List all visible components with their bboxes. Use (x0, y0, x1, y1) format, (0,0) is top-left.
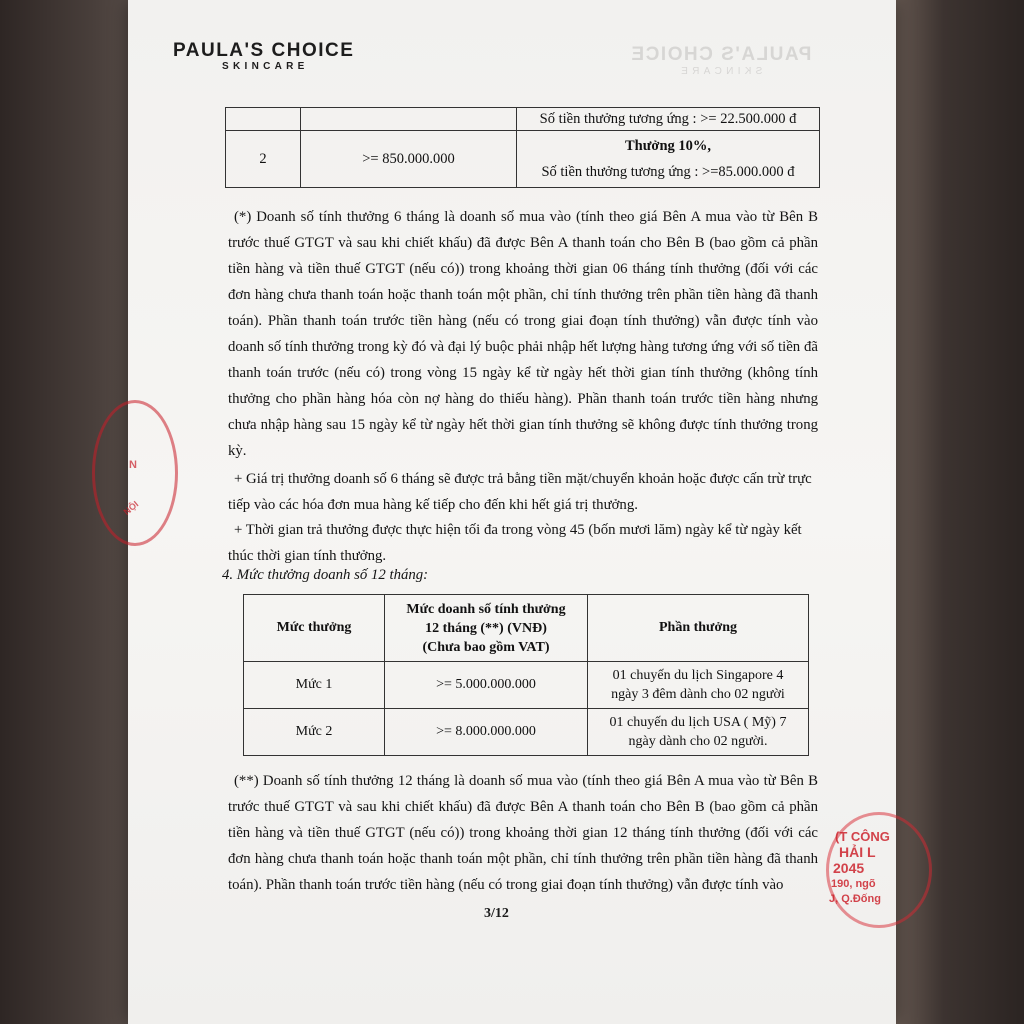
header-sales-line2: 12 tháng (**) (VNĐ) (425, 620, 547, 636)
reward-line1: 01 chuyến du lịch Singapore 4 (612, 668, 784, 684)
sales-cell: >= 5.000.000.000 (385, 662, 588, 709)
stamp-line: 2045 (833, 860, 865, 876)
brand-logo (173, 40, 354, 72)
header-level: Mức thưởng (244, 595, 385, 662)
table-header-row (244, 595, 809, 662)
reward-percent: Thưởng 10%, (624, 138, 712, 154)
table-cell: Số tiền thưởng tương ứng : >= 22.500.000 đ (517, 108, 820, 131)
note-12-months: (**) Doanh số tính thưởng 12 tháng là doanh số mua vào (tính theo giá Bên A mua vào từ Bên B trước thuế GTGT và sau khi chiết khấu) đã được Bên A thanh toán cho Bên B (bao gồm cả phần tiền hàng và tiền thuế GTGT (nếu có)) trong khoảng thời gian 12 tháng tính thưởng (đối với các đơn hàng chưa thanh toán hoặc thanh toán một phần, chỉ tính thưởng trên phần tiền hàng đã thanh toán). Phần thanh toán trước tiền hàng (nếu có trong giai đoạn tính thưởng) vẫn được tính vào (228, 773, 818, 893)
header-reward: Phần thưởng (588, 595, 809, 662)
table-row (226, 131, 820, 188)
stamp-left-text: NỘI (121, 499, 141, 517)
header-sales (385, 595, 588, 662)
header-sales-line1: Mức doanh số tính thưởng (406, 601, 566, 617)
stamp-left (92, 400, 178, 546)
reward-line1: 01 chuyến du lịch USA ( Mỹ) 7 (609, 715, 787, 731)
bullet-payment-method: + Giá trị thưởng doanh số 6 tháng sẽ được trả bằng tiền mặt/chuyển khoản hoặc được cấn trừ trực tiếp vào các hóa đơn mua hàng kế tiếp cho đến khi hết giá trị thưởng. (228, 471, 812, 513)
stamp-line: (T CÔNG (835, 829, 890, 844)
reward-cell (517, 131, 820, 188)
note-6-months: (*) Doanh số tính thưởng 6 tháng là doanh số mua vào (tính theo giá Bên A mua vào từ Bên B trước thuế GTGT và sau khi chiết khấu) đã được Bên A thanh toán cho Bên B (bao gồm cả phần tiền hàng và tiền thuế GTGT (nếu có)) trong khoảng thời gian 06 tháng tính thưởng (đối với các đơn hàng chưa thanh toán hoặc thanh toán một phần, chỉ tính thưởng trên phần tiền hàng đã thanh toán). Phần thanh toán trước tiền hàng (nếu có trong giai đoạn tính thưởng) vẫn được tính vào doanh số tính thưởng trong kỳ đó và đại lý buộc phải nhập hết lượng hàng tương ứng với số tiền đã thanh toán trước (nếu có) trong vòng 15 ngày kể từ ngày hết thời gian tính thưởng (không tính thưởng cho phần hàng hóa còn nợ hàng do thiếu hàng). Phần thanh toán trước tiền hàng nhưng chưa nhập hàng sau 15 ngày kể từ ngày hết thời gian tính thưởng sẽ không được tính thưởng trong kỳ. (228, 209, 818, 459)
reward-line2: ngày dành cho 02 người. (628, 734, 768, 750)
ghost-logo-reverse (630, 44, 811, 77)
sales-cell: >= 850.000.000 (301, 131, 517, 188)
brand-name: PAULA'S CHOICE (173, 40, 355, 61)
reward-table-6m-tail (225, 107, 820, 188)
level-cell: 2 (226, 131, 301, 188)
bullet-payment-time: + Thời gian trả thưởng được thực hiện tối đa trong vòng 45 (bốn mươi lăm) ngày kể từ ngày kết thúc thời gian tính thưởng. (228, 522, 802, 564)
table-cell (226, 108, 301, 131)
level-cell: Mức 1 (244, 662, 385, 709)
stamp-line: 190, ngõ (831, 878, 876, 890)
stamp-line: HẢI L (839, 844, 876, 860)
section-4-title: 4. Mức thưởng doanh số 12 tháng: (222, 567, 429, 583)
sales-cell: >= 8.000.000.000 (385, 709, 588, 756)
table-cell (301, 108, 517, 131)
page-number: 3/12 (484, 906, 509, 921)
ghost-brand: PAULA'S CHOICE (630, 44, 812, 65)
company-stamp (826, 812, 932, 928)
header-sales-line3: (Chưa bao gồm VAT) (422, 639, 550, 655)
level-cell: Mức 2 (244, 709, 385, 756)
table-row (244, 709, 809, 756)
stamp-line: J, Q.Đống (829, 893, 881, 905)
reward-line2: ngày 3 đêm dành cho 02 người (611, 687, 785, 703)
stamp-left-text: N (129, 459, 137, 471)
brand-sub: SKINCARE (222, 61, 309, 72)
ghost-brand-sub: SKINCARE (676, 66, 763, 77)
reward-amount: Số tiền thưởng tương ứng : >=85.000.000 đ (541, 164, 795, 180)
reward-table-12m (243, 594, 809, 756)
reward-cell (588, 709, 809, 756)
table-row (226, 108, 820, 131)
reward-cell (588, 662, 809, 709)
table-row (244, 662, 809, 709)
